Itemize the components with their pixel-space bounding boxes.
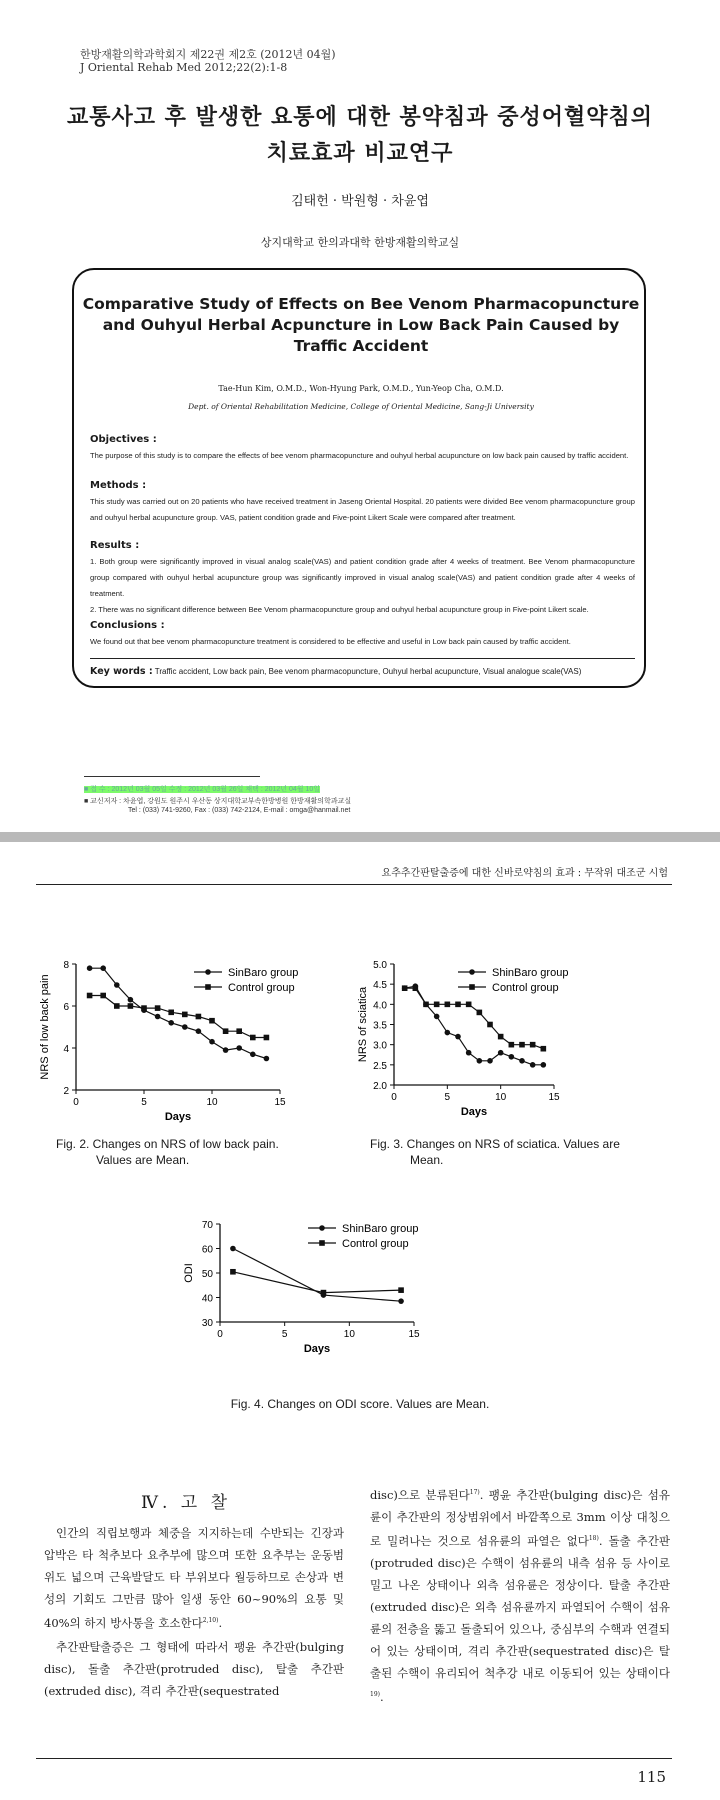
fig4-caption: Fig. 4. Changes on ODI score. Values are Mean.: [230, 1397, 490, 1411]
y-axis-label: NRS of low back pain: [39, 974, 51, 1080]
running-head: 요추추간판탈출증에 대한 신바로약침의 효과 : 무작위 대조군 시험: [381, 868, 668, 879]
series-line-1: [233, 1249, 401, 1302]
data-point: [541, 1046, 547, 1052]
y-tick-label: 30: [201, 1318, 213, 1329]
objectives-heading: Objectives :: [90, 434, 157, 445]
data-point: [223, 1047, 229, 1053]
x-tick-label: 15: [274, 1097, 286, 1108]
data-point: [264, 1056, 270, 1062]
x-tick-label: 10: [343, 1329, 355, 1340]
x-tick-label: 15: [548, 1092, 560, 1103]
data-point: [434, 1002, 440, 1008]
data-point: [155, 1005, 161, 1011]
legend-label: SinBaro group: [228, 967, 299, 979]
conclusions-text: We found out that bee venom pharmacopuncture treatment is considered to be effective and useful in Low back pain caused by traffic accident.: [90, 637, 571, 646]
data-point: [445, 1030, 451, 1036]
fig3-caption: [370, 1136, 620, 1168]
data-point: [114, 1003, 120, 1009]
data-point: [509, 1054, 515, 1060]
korean-affiliation: 상지대학교 한의과대학 한방재활의학교실: [260, 236, 460, 249]
data-point: [87, 965, 93, 971]
left-paragraph-1: 인간의 직립보행과 체중을 지지하는데 수반되는 긴장과 압박은 타 척추보다 요추부에 많으며 또한 요추부는 운동범위도 넓으며 근육발달도 타 부위보다 월등하므로 손상과 변성의 기회도 그만큼 많아 일생 동안 60~90%의 요통 및 40%의 하지 방사통을 호소한다$^{2,10)}$.: [44, 1526, 344, 1630]
page-number: 115: [637, 1768, 666, 1786]
keywords: [90, 666, 581, 677]
data-point: [477, 1010, 483, 1016]
data-point: [498, 1050, 504, 1056]
page-1: [0, 0, 720, 832]
data-point: [155, 1014, 161, 1020]
data-point: [541, 1062, 547, 1068]
series-line-2: [405, 988, 544, 1048]
y-tick-label: 2.0: [373, 1081, 387, 1092]
abstract-box: [72, 268, 646, 688]
y-tick-label: 5.0: [373, 960, 387, 971]
methods-text: This study was carried out on 20 patients who have received treatment in Jaseng Oriental Hospital. 20 patients were divided Bee venom pharmacopuncture group and ouhyul herbal acupuncture group. VAS, patient condition grade and Five-point Likert Scale were compared after treatment.: [90, 497, 635, 522]
y-tick-label: 4.0: [373, 1000, 387, 1012]
data-point: [230, 1246, 236, 1252]
data-point: [209, 1039, 215, 1045]
legend-marker: [319, 1240, 325, 1246]
results-heading: Results :: [90, 540, 140, 551]
chart-low-back-pain: [39, 934, 344, 1144]
y-axis-label: NRS of sciatica: [357, 986, 369, 1063]
data-point: [321, 1290, 327, 1296]
data-point: [530, 1042, 536, 1048]
legend-label: ShinBaro group: [342, 1223, 419, 1235]
journal-citation: J Oriental Rehab Med 2012;22(2):1-8: [80, 61, 288, 74]
data-point: [209, 1018, 215, 1024]
data-point: [114, 982, 120, 988]
y-tick-label: 4: [63, 1044, 69, 1055]
left-paragraph-2: 추간판탈출증은 그 형태에 따라서 팽윤 추간판(bulging disc), 돌출 추간판(protruded disc), 탈출 추간판(extruded disc), 격리 추간판(sequestrated: [44, 1639, 344, 1698]
legend-marker: [205, 984, 211, 990]
data-point: [100, 965, 106, 971]
fig3-caption-line-1: Fig. 3. Changes on NRS of sciatica. Values are: [370, 1137, 620, 1151]
data-point: [455, 1034, 461, 1040]
y-tick-label: 50: [201, 1269, 213, 1280]
keywords-text: Traffic accident, Low back pain, Bee venom pharmacopuncture, Ouhyul herbal acupuncture, Visual analogue scale(VAS): [154, 667, 582, 676]
x-tick-label: 5: [141, 1097, 147, 1108]
footnote-rule: [84, 776, 260, 777]
data-point: [398, 1287, 404, 1293]
results-item-2: 2. There was no significant difference between Bee Venom pharmacopuncture group and ouhyul herbal acupuncture group in Five-point Likert scale.: [90, 605, 589, 614]
data-point: [182, 1024, 188, 1030]
data-point: [509, 1042, 515, 1048]
data-point: [128, 997, 134, 1003]
english-department: Dept. of Oriental Rehabilitation Medicine, College of Oriental Medicine, Sang-Ji University: [188, 402, 534, 411]
right-column: [370, 1482, 670, 1709]
y-tick-label: 3.0: [373, 1040, 387, 1052]
data-point: [250, 1035, 256, 1041]
korean-title-line-1: 교통사고 후 발생한 요통에 대한 봉약침과 중성어혈약침의: [66, 105, 653, 130]
journal-info: 한방재활의학과학회지 제22권 제2호 (2012년 04월): [80, 48, 336, 61]
objectives-text: The purpose of this study is to compare the effects of bee venom pharmacopuncture and ouhyul herbal acupuncture on low back pain caused by traffic accident.: [90, 451, 629, 460]
legend-label: Control group: [492, 982, 559, 994]
data-point: [100, 993, 106, 999]
left-column: [44, 1522, 344, 1704]
y-tick-label: 2.5: [373, 1060, 387, 1072]
legend-label: Control group: [342, 1238, 409, 1250]
data-point: [196, 1028, 202, 1034]
english-authors: Tae-Hun Kim, O.M.D., Won-Hyung Park, O.M.D., Yun-Yeop Cha, O.M.D.: [218, 384, 504, 393]
legend-marker: [319, 1225, 325, 1231]
x-tick-label: 5: [281, 1329, 288, 1340]
data-point: [250, 1052, 256, 1058]
fig2-caption: [56, 1136, 279, 1168]
english-title-line-3: Traffic Accident: [293, 337, 429, 355]
series-line-1: [405, 986, 544, 1065]
data-point: [487, 1022, 493, 1028]
x-axis-label: Days: [303, 1343, 331, 1355]
data-point: [196, 1014, 202, 1020]
footer-rule: [36, 1758, 672, 1759]
methods-heading: Methods :: [90, 480, 147, 491]
data-point: [445, 1002, 451, 1008]
data-point: [264, 1035, 270, 1041]
data-point: [236, 1045, 242, 1051]
data-point: [423, 1002, 429, 1008]
y-tick-label: 2: [63, 1086, 69, 1097]
footnote-received: [84, 784, 320, 794]
legend-marker: [469, 969, 475, 975]
legend-label: Control group: [228, 982, 295, 994]
received-dates: ■ 접 수 : 2012년 03월 05일 수정 : 2012년 03월 26일 채택 : 2012년 04월 10일: [84, 786, 321, 793]
y-tick-label: 4.5: [373, 980, 387, 992]
data-point: [519, 1058, 525, 1064]
fig2-caption-line-1: Fig. 2. Changes on NRS of low back pain.: [56, 1137, 279, 1151]
data-point: [477, 1058, 483, 1064]
fig2-caption-line-2: Values are Mean.: [96, 1153, 190, 1167]
keywords-heading: Key words :: [90, 666, 153, 677]
data-point: [236, 1028, 242, 1034]
legend-label: ShinBaro group: [492, 967, 569, 979]
data-point: [466, 1002, 472, 1008]
data-point: [434, 1014, 440, 1020]
chart-odi: [183, 1202, 496, 1382]
footnote-corresponding: ■ 교신저자 : 차윤엽, 강원도 원주시 우산동 상지대학교부속한방병원 한방재활의학과교실: [84, 798, 352, 805]
footnote-contact: Tel : (033) 741-9260, Fax : (033) 742-2124, E-mail : omga@hanmail.net: [128, 807, 351, 814]
data-point: [466, 1050, 472, 1056]
data-point: [168, 1010, 174, 1016]
data-point: [87, 993, 93, 999]
section-heading: Ⅳ. 고 찰: [140, 1493, 232, 1513]
data-point: [498, 1034, 504, 1040]
korean-title-line-2: 치료효과 비교연구: [266, 141, 454, 166]
data-point: [398, 1298, 404, 1304]
y-tick-label: 60: [201, 1244, 213, 1256]
keywords-rule: [90, 658, 635, 659]
legend-marker: [205, 969, 211, 975]
results-item-1: 1. Both group were significantly improved in visual analog scale(VAS) and patient condition grade after 4 weeks of treatment. Bee Venom pharmacopuncture group compared with ouhyul herbal acupuncture group was significantly improved in visual analog scale(VAS) and patient condition grade after 4 weeks of treatment.: [90, 557, 635, 598]
y-axis-label: ODI: [183, 1263, 195, 1283]
x-axis-label: Days: [460, 1106, 488, 1118]
data-point: [530, 1062, 536, 1068]
english-title-line-1: Comparative Study of Effects on Bee Venom Pharmacopuncture: [82, 295, 640, 313]
x-tick-label: 10: [495, 1092, 507, 1103]
data-point: [168, 1020, 174, 1026]
chart-sciatica: [357, 934, 662, 1144]
data-point: [223, 1028, 229, 1034]
data-point: [455, 1002, 461, 1008]
right-paragraph-1: disc)으로 분류된다$^{17)}$. 팽윤 추간판(bulging disc)은 섬유륜이 추간판의 정상범위에서 바깥쪽으로 3mm 이상 대칭으로 밀려나는 것으로 섬유륜의 파열은 없다$^{18)}$. 돌출 추간판(protruded disc)은 수핵이 섬유륜의 내측 섬유 등 사이로 밀고 나온 상태이나 외측 섬유륜은 정상이다. 탈출 추간판(extruded disc)은 외측 섬유륜까지 파열되어 수핵이 섬유륜의 전층을 뚫고 돌출되어 있으나, 중심부의 수핵과 연결되어 있는 상태이며, 격리 추간판(sequestrated disc)은 탈출된 수핵이 유리되어 척추강 내로 이동되어 있는 상태이다$^{19)}$.: [370, 1487, 670, 1704]
y-tick-label: 6: [63, 1002, 69, 1013]
data-point: [413, 985, 419, 991]
data-point: [182, 1012, 188, 1018]
x-tick-label: 0: [391, 1092, 397, 1103]
data-point: [487, 1058, 493, 1064]
data-point: [128, 1003, 134, 1009]
data-point: [230, 1269, 236, 1275]
header-rule: [36, 884, 672, 885]
y-tick-label: 3.5: [373, 1020, 387, 1032]
x-tick-label: 0: [217, 1329, 223, 1340]
series-line-2: [233, 1272, 401, 1293]
y-tick-label: 8: [63, 960, 69, 971]
page-2: [0, 842, 720, 1800]
data-point: [402, 985, 408, 991]
korean-authors: 김태헌 · 박원형 · 차윤엽: [291, 194, 429, 209]
data-point: [141, 1005, 147, 1011]
x-tick-label: 15: [408, 1329, 420, 1340]
english-title-line-2: and Ouhyul Herbal Acpuncture in Low Back Pain Caused by: [102, 316, 620, 334]
x-axis-label: Days: [164, 1111, 192, 1123]
y-tick-label: 40: [201, 1293, 213, 1305]
data-point: [519, 1042, 525, 1048]
x-tick-label: 5: [444, 1092, 451, 1103]
x-tick-label: 0: [73, 1097, 79, 1108]
y-tick-label: 70: [201, 1220, 213, 1231]
fig3-caption-line-2: Mean.: [410, 1153, 444, 1167]
conclusions-heading: Conclusions :: [90, 620, 165, 631]
x-tick-label: 10: [206, 1097, 218, 1108]
legend-marker: [469, 984, 475, 990]
